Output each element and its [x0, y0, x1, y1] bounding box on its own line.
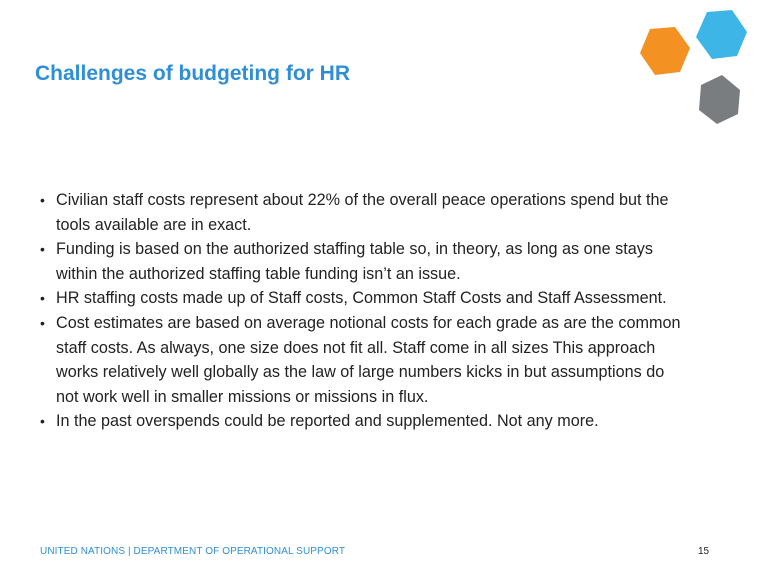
- bullet-marker: •: [40, 314, 45, 331]
- gray-hexagon: [699, 75, 740, 124]
- bullet-item: [40, 409, 690, 434]
- bullet-text: HR staffing costs made up of Staff costs, Common Staff Costs and Staff Assessment.: [56, 289, 667, 308]
- bullet-item: [40, 286, 690, 311]
- bullet-marker: •: [40, 192, 45, 208]
- slide-title: Challenges of budgeting for HR: [35, 62, 350, 85]
- orange-hexagon: [640, 27, 690, 75]
- blue-hexagon: [696, 10, 747, 59]
- page-number: 15: [698, 546, 710, 557]
- bullet-marker: •: [40, 413, 45, 430]
- bullet-list: [40, 188, 690, 434]
- bullet-marker: •: [40, 241, 45, 258]
- bullet-text: In the past overspends could be reported and supplemented. Not any more.: [56, 412, 599, 431]
- bullet-item: [40, 188, 690, 237]
- bullet-item: [40, 311, 690, 409]
- bullet-text: Civilian staff costs represent about 22% of the overall peace operations spend but the tools available are in exact.: [56, 191, 669, 234]
- bullet-text: Cost estimates are based on average notional costs for each grade as are the common staff costs. As always, one size does not fit all. Staff come in all sizes This approach works relatively well globally as the law of large numbers kicks in but assumptions do not work well in smaller missions or missions in flux.: [56, 313, 681, 406]
- hexagon-decoration: [626, 0, 768, 140]
- bullet-item: [40, 237, 690, 286]
- footer-organization: UNITED NATIONS | DEPARTMENT OF OPERATIONAL SUPPORT: [40, 546, 346, 557]
- bullet-text: Funding is based on the authorized staffing table so, in theory, as long as one stays within the authorized staffing table funding isn’t an issue.: [56, 240, 653, 283]
- bullet-marker: •: [40, 290, 45, 307]
